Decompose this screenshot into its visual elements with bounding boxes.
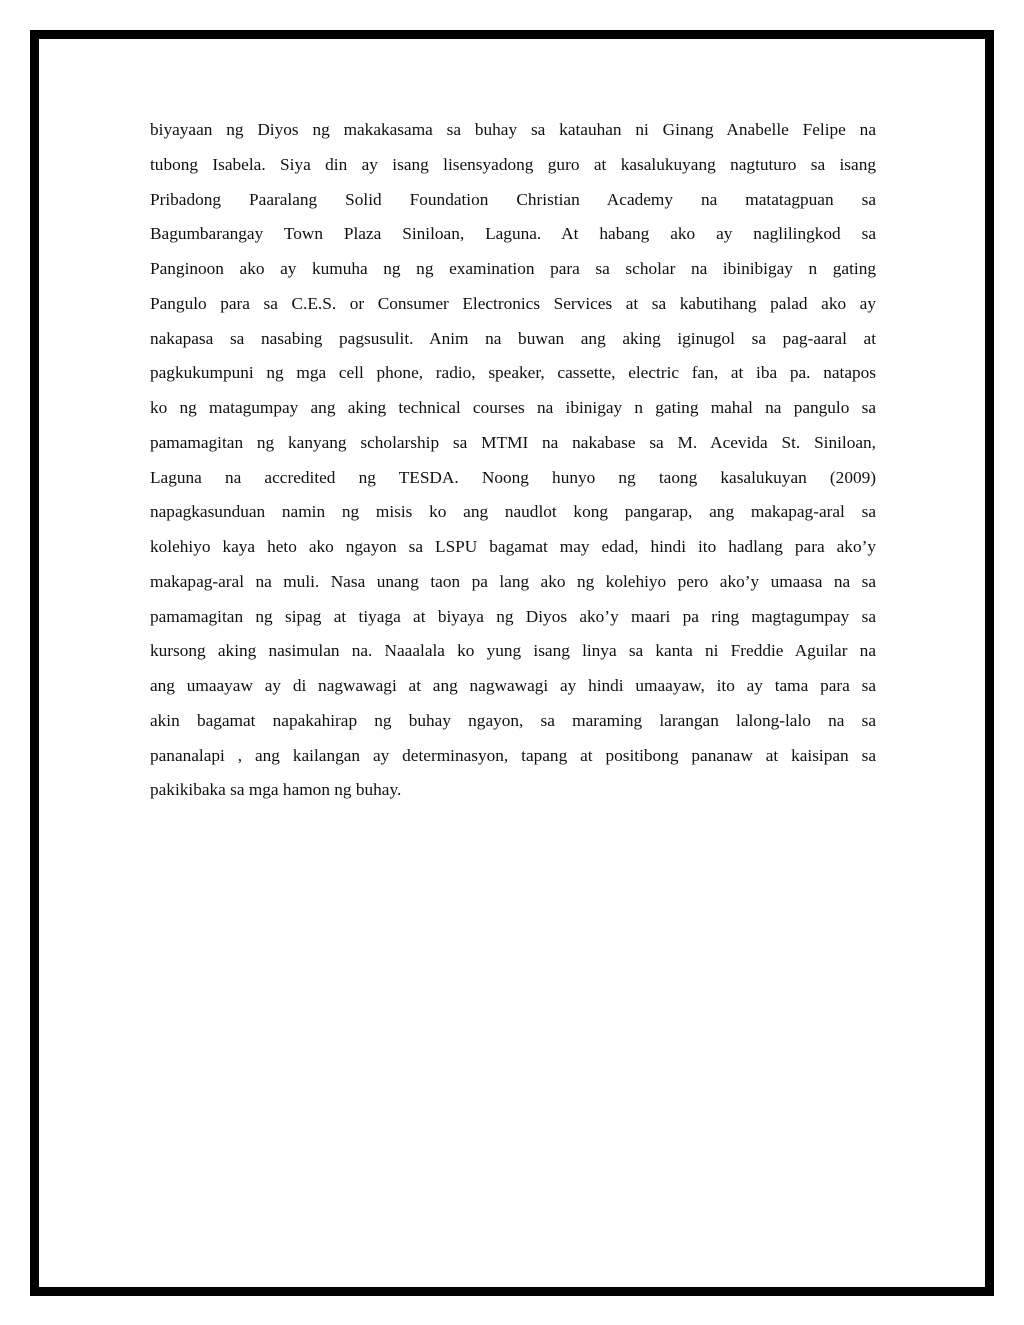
paragraph-line: napagkasunduan namin ng misis ko ang naudlot kong pangarap, ang makapag-aral sa — [150, 502, 876, 522]
paragraph-line: makapag-aral na muli. Nasa unang taon pa lang ako ng kolehiyo pero ako’y umaasa na sa — [150, 571, 876, 591]
paragraph-line: nakapasa sa nasabing pagsusulit. Anim na buwan ang aking iginugol sa pag-aaral at — [150, 328, 876, 348]
paragraph-line: Laguna na accredited ng TESDA. Noong hunyo ng taong kasalukuyan (2009) — [150, 467, 876, 487]
paragraph-line: Panginoon ako ay kumuha ng ng examination para sa scholar na ibinibigay n gating — [150, 259, 876, 278]
paragraph-line: pagkukumpuni ng mga cell phone, radio, speaker, cassette, electric fan, at iba pa. natapos — [150, 363, 876, 383]
paragraph-line: Bagumbarangay Town Plaza Siniloan, Laguna. At habang ako ay naglilingkod sa — [150, 224, 876, 244]
paragraph-line: pakikibaka sa mga hamon ng buhay. — [150, 780, 402, 800]
paragraph-line: pananalapi , ang kailangan ay determinasyon, tapang at positibong pananaw at kaisipan sa — [150, 745, 876, 765]
paragraph-line: pamamagitan ng sipag at tiyaga at biyaya ng Diyos ako’y maari pa ring magtagumpay sa — [150, 606, 876, 626]
paragraph-line: biyayaan ng Diyos ng makakasama sa buhay sa katauhan ni Ginang Anabelle Felipe na — [150, 120, 876, 139]
paragraph-line: kursong aking nasimulan na. Naaalala ko yung isang linya sa kanta ni Freddie Aguilar na — [150, 641, 876, 661]
paragraph-line: akin bagamat napakahirap ng buhay ngayon, sa maraming larangan lalong-lalo na sa — [150, 710, 876, 730]
paragraph-line: ang umaayaw ay di nagwawagi at ang nagwawagi ay hindi umaayaw, ito ay tama para sa — [150, 676, 876, 695]
paragraph-line: tubong Isabela. Siya din ay isang lisensyadong guro at kasalukuyang nagtuturo sa isang — [150, 154, 876, 174]
paragraph-line: Pangulo para sa C.E.S. or Consumer Electronics Services at sa kabutihang palad ako ay — [150, 293, 876, 313]
paragraph-line: pamamagitan ng kanyang scholarship sa MTMI na nakabase sa M. Acevida St. Siniloan, — [150, 432, 876, 452]
paragraph-line: kolehiyo kaya heto ako ngayon sa LSPU bagamat may edad, hindi ito hadlang para ako’y — [150, 537, 876, 556]
paragraph-line: Pribadong Paaralang Solid Foundation Christian Academy na matatagpuan sa — [150, 189, 876, 209]
paragraph-line: ko ng matagumpay ang aking technical courses na ibinigay n gating mahal na pangulo sa — [150, 398, 876, 417]
body-paragraph — [150, 113, 876, 808]
